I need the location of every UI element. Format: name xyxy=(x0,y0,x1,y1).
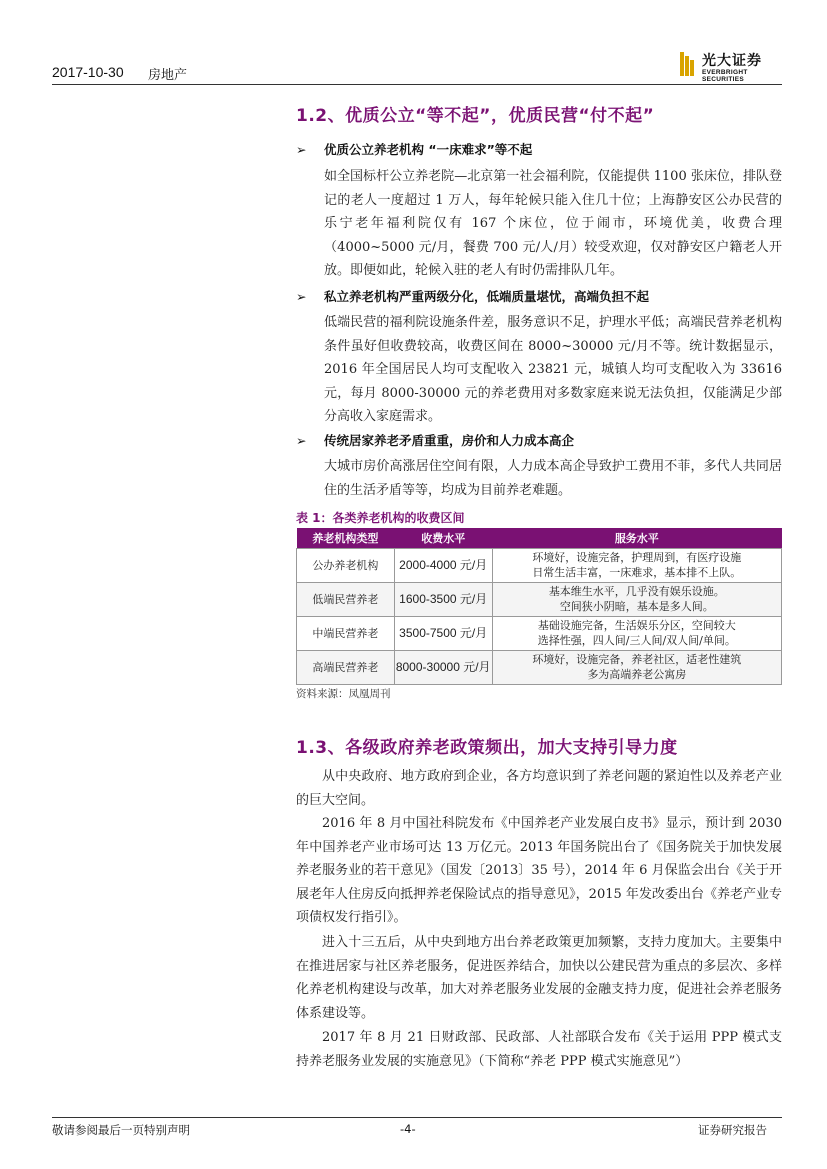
service-line: 日常生活丰富，一床难求，基本排不上队。 xyxy=(532,566,742,579)
report-date: 2017-10-30 xyxy=(52,64,124,80)
arrow-bullet-icon: ➢ xyxy=(296,433,307,448)
footer-disclaimer: 敬请参阅最后一页特别声明 xyxy=(52,1123,190,1137)
cell-type: 高端民营养老 xyxy=(297,650,395,684)
paragraph-policy-intro: 从中央政府、地方政府到企业，各方均意识到了养老问题的紧迫性以及养老产业的巨大空间。 xyxy=(296,769,782,808)
logo-mark-icon xyxy=(680,52,698,76)
service-line: 基础设施完备，生活娱乐分区，空间较大 xyxy=(537,619,736,632)
paragraph-private-care: 低端民营的福利院设施条件差，服务意识不足，护理水平低；高端民营养老机构条件虽好但收费较高，收费区间在 8000~30000 元/月不等。统计数据显示，2016 年全国居民人均可支配收入 23821 元，城镇人均可支配收入为 33616 元，每月 8000-30000 元的养老费用对多数家庭来说无法负担，仅能满足少部分高收入家庭需求。 xyxy=(324,315,782,424)
table-title: 表 1：各类养老机构的收费区间 xyxy=(296,511,465,525)
section-title-1-3: 1.3、各级政府养老政策频出，加大支持引导力度 xyxy=(296,738,678,758)
paragraph-home-care: 大城市房价高涨居住空间有限，人力成本高企导致护工费用不菲，多代人共同居住的生活矛盾等等，均成为目前养老难题。 xyxy=(324,459,782,498)
column-header: 收费水平 xyxy=(394,528,492,548)
logo-text-en: EVERBRIGHT SECURITIES xyxy=(702,69,748,83)
table-header-row xyxy=(297,528,782,548)
service-line: 基本维生水平，几乎没有娱乐设施。 xyxy=(548,585,725,598)
column-header: 养老机构类型 xyxy=(297,528,395,548)
cell-service xyxy=(492,582,781,616)
bullet-heading-home xyxy=(296,431,574,449)
table-row xyxy=(297,616,782,650)
service-line: 空间狭小阴暗，基本是多人间。 xyxy=(559,600,714,613)
table-row xyxy=(297,548,782,582)
page-header xyxy=(52,62,782,84)
cell-service xyxy=(492,616,781,650)
fee-table xyxy=(296,528,782,685)
table-row xyxy=(297,582,782,616)
cell-fee: 8000-30000 元/月 xyxy=(394,650,492,684)
cell-fee: 2000-4000 元/月 xyxy=(394,548,492,582)
arrow-bullet-icon: ➢ xyxy=(296,289,307,304)
service-line: 多为高端养老公寓房 xyxy=(587,668,687,681)
bullet-heading-public xyxy=(296,140,532,158)
cell-service xyxy=(492,650,781,684)
cell-type: 公办养老机构 xyxy=(297,548,395,582)
page-number: -4- xyxy=(400,1122,416,1136)
header-divider xyxy=(52,84,782,85)
cell-fee: 3500-7500 元/月 xyxy=(394,616,492,650)
table-row xyxy=(297,650,782,684)
paragraph-policy-ppp: 2017 年 8 月 21 日财政部、民政部、人社部联合发布《关于运用 PPP 模式支持养老服务业发展的实施意见》（下简称“养老 PPP 模式实施意见”） xyxy=(296,1030,782,1069)
service-line: 选择性强，四人间/三人间/双人间/单间。 xyxy=(537,634,736,647)
paragraph-public-care: 如全国标杆公立养老院—北京第一社会福利院，仅能提供 1100 张床位，排队登记的老人一度超过 1 万人，每年轮候只能入住几十位；上海静安区公办民营的乐宁老年福利院仅有 167 个床位，位于闹市，环境优美，收费合理（4000~5000 元/月，餐费 700 元/人/月）较受欢迎，仅对静安区户籍老人开放。即便如此，轮候入驻的老人有时仍需排队几年。 xyxy=(324,169,782,278)
industry-label: 房地产 xyxy=(148,68,188,83)
service-line: 环境好，设施完备，护理周到，有医疗设施 xyxy=(532,551,742,564)
bullet-heading-text: 传统居家养老矛盾重重，房价和人力成本高企 xyxy=(324,433,575,448)
section-title-1-2: 1.2、优质公立“等不起”，优质民营“付不起” xyxy=(296,106,655,126)
bullet-heading-private xyxy=(296,287,649,305)
cell-type: 中端民营养老 xyxy=(297,616,395,650)
arrow-bullet-icon: ➢ xyxy=(296,142,307,157)
column-header: 服务水平 xyxy=(492,528,781,548)
bullet-heading-text: 优质公立养老机构 “一床难求”等不起 xyxy=(324,142,533,157)
footer-report-type: 证券研究报告 xyxy=(698,1123,767,1137)
cell-type: 低端民营养老 xyxy=(297,582,395,616)
bullet-heading-text: 私立养老机构严重两级分化，低端质量堪忧，高端负担不起 xyxy=(324,289,650,304)
paragraph-policy-13th-plan: 进入十三五后，从中央到地方出台养老政策更加频繁，支持力度加大。主要集中在推进居家与社区养老服务，促进医养结合，加快以公建民营为重点的多层次、多样化养老机构建设与改革，加大对养老服务业发展的金融支持力度，促进社会养老服务体系建设等。 xyxy=(296,935,782,1021)
everbright-logo xyxy=(680,50,784,83)
cell-service xyxy=(492,548,781,582)
footer-divider xyxy=(52,1117,782,1118)
paragraph-policy-history: 2016 年 8 月中国社科院发布《中国养老产业发展白皮书》显示，预计到 2030 年中国养老产业市场可达 13 万亿元。2013 年国务院出台了《国务院关于加快发展养老服务业的若干意见》（国发〔2013〕35 号），2014 年 6 月保监会出台《关于开展老年人住房反向抵押养老保险试点的指导意见》，2015 年发改委出台《养老产业专项债权发行指引》。 xyxy=(296,816,782,925)
logo-text-cn: 光大证券 xyxy=(702,53,762,69)
table-source: 资料来源：凤凰周刊 xyxy=(296,688,391,700)
cell-fee: 1600-3500 元/月 xyxy=(394,582,492,616)
service-line: 环境好，设施完备，养老社区，适老性建筑 xyxy=(532,653,742,666)
